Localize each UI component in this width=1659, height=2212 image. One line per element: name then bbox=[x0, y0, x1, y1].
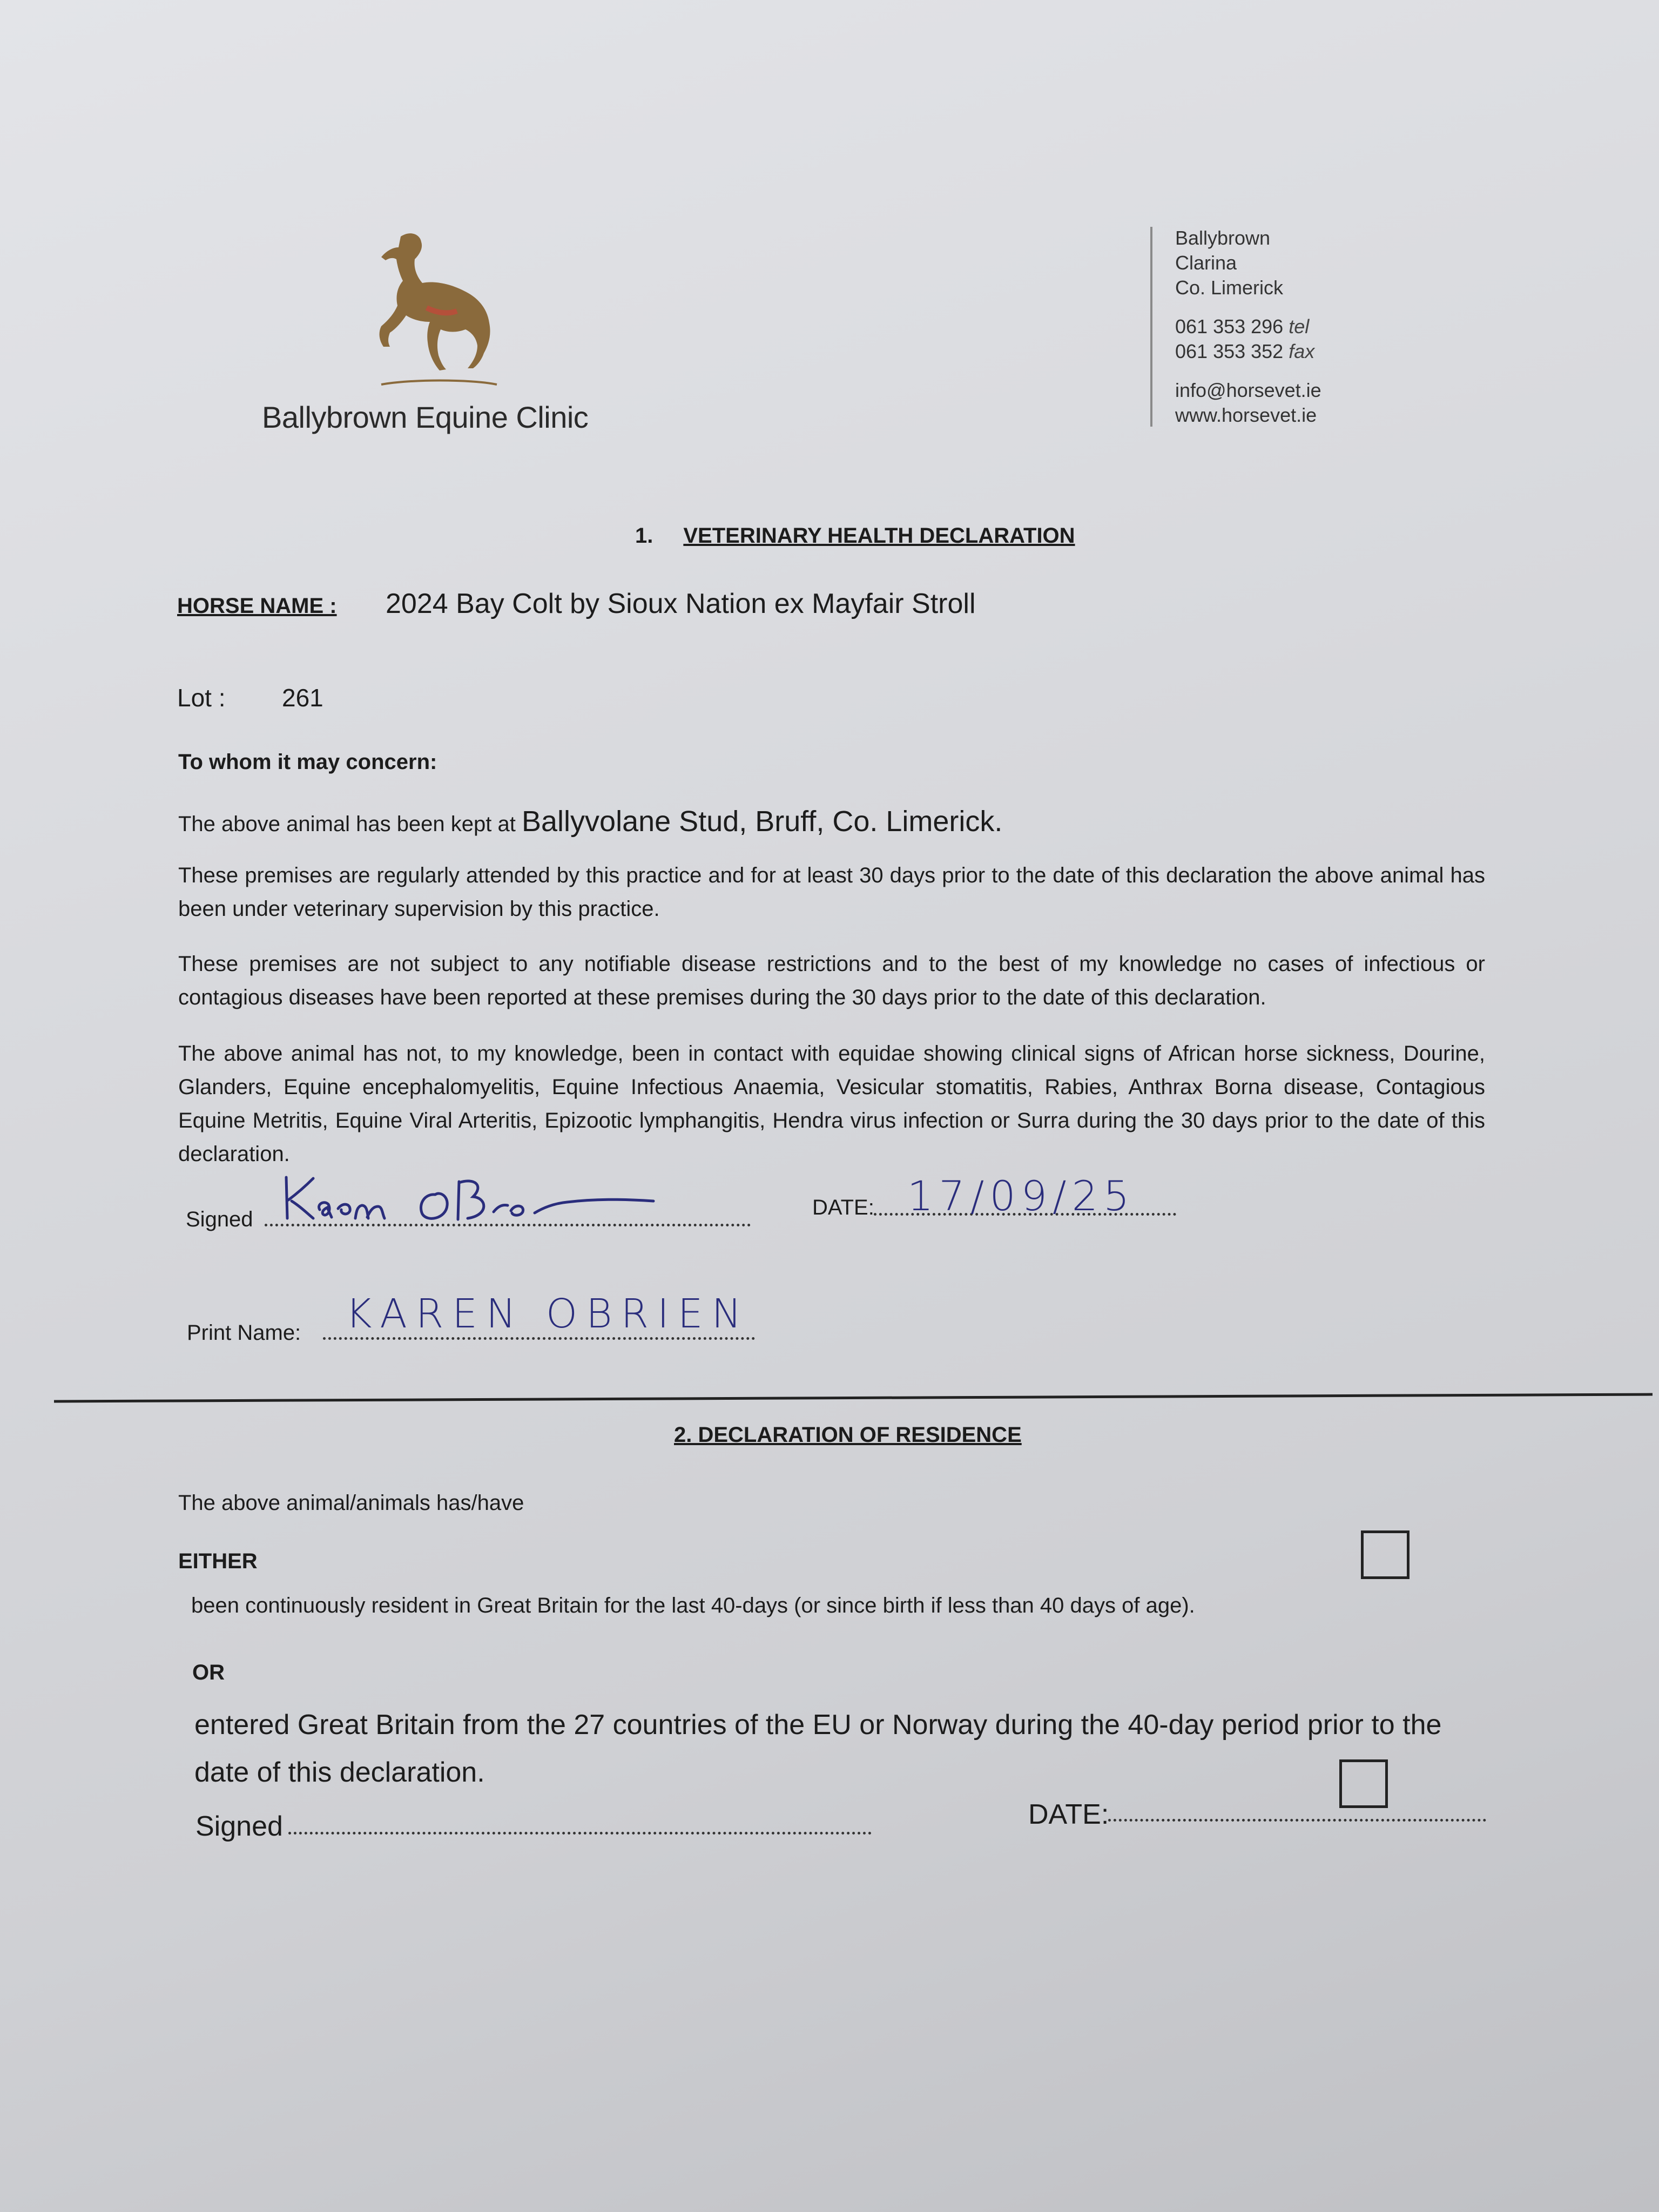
horse-name-label: HORSE NAME : bbox=[177, 594, 337, 618]
clinic-name: Ballybrown Equine Clinic bbox=[262, 400, 589, 434]
kept-at-statement bbox=[178, 805, 1485, 841]
tel-number: 061 353 296 bbox=[1175, 315, 1284, 338]
declaration-paragraph-premises: These premises are not subject to any notifiable disease restrictions and to the best of my knowledge no cases of infectious or contagious diseases have been reported at these premises during the 30 days prior to the date of this declaration. bbox=[178, 952, 1485, 1009]
clinic-address-line: Co. Limerick bbox=[1175, 276, 1284, 299]
declaration-paragraph-contact: The above animal has not, to my knowledge, been in contact with equidae showing clinical signs of African horse sickness, Dourine, Glanders, Equine encephalomyelitis, Equine Infectious Anaemia, Vesicular stomatitis, Rabies, Anthrax Borna disease, Contagious Equine Metritis, Equine Viral Arteritis, Epizootic lymphangitis, Hendra virus infection or Surra during the 30 days prior to the date of this declaration. bbox=[178, 1042, 1485, 1166]
signed-label: Signed bbox=[186, 1208, 253, 1231]
residence-intro: The above animal/animals has/have bbox=[178, 1491, 524, 1515]
clinic-fax bbox=[1175, 339, 1314, 364]
clinic-logo-horse bbox=[362, 227, 518, 389]
clinic-telephone bbox=[1175, 314, 1309, 339]
option1-checkbox[interactable] bbox=[1361, 1530, 1410, 1579]
lot-value: 261 bbox=[282, 684, 323, 712]
declaration-paragraph-supervision: These premises are regularly attended by this practice and for at least 30 days prior to the date of this declaration the above animal has been under veterinary supervision by this practice. bbox=[178, 864, 1485, 921]
residence-option1: been continuously resident in Great Britain for the last 40-days (or since birth if less than 40 days of age). bbox=[191, 1594, 1195, 1617]
residence-date-line[interactable] bbox=[1108, 1819, 1486, 1822]
clinic-address-line: Clarina bbox=[1175, 252, 1237, 274]
section1-heading bbox=[635, 524, 1075, 548]
kept-at-prefix: The above animal has been kept at bbox=[178, 812, 516, 836]
or-label: OR bbox=[192, 1661, 225, 1684]
residence-signature-line[interactable] bbox=[288, 1832, 872, 1835]
section-divider bbox=[54, 1393, 1653, 1403]
section2-heading: 2. DECLARATION OF RESIDENCE bbox=[674, 1423, 1022, 1447]
fax-number: 061 353 352 bbox=[1175, 340, 1284, 362]
section1-title: VETERINARY HEALTH DECLARATION bbox=[683, 524, 1075, 548]
signature[interactable] bbox=[275, 1166, 707, 1226]
lot-label: Lot : bbox=[177, 684, 226, 712]
print-name-label: Print Name: bbox=[187, 1321, 301, 1345]
date-handwritten[interactable]: 17/09/25 bbox=[907, 1172, 1135, 1220]
fax-label: fax bbox=[1289, 340, 1315, 362]
clinic-address-line: Ballybrown bbox=[1175, 227, 1271, 249]
residence-date-label: DATE: bbox=[1028, 1799, 1109, 1830]
address-divider bbox=[1150, 227, 1152, 427]
clinic-email: info@horsevet.ie bbox=[1175, 379, 1321, 401]
residence-option2: entered Great Britain from the 27 countries of the EU or Norway during the 40-day period prior to the date of this declaration. bbox=[194, 1709, 1442, 1788]
kept-at-place: Ballyvolane Stud, Bruff, Co. Limerick. bbox=[522, 805, 1003, 838]
either-label: EITHER bbox=[178, 1549, 258, 1573]
date-label: DATE: bbox=[812, 1196, 874, 1219]
print-name-line bbox=[323, 1337, 755, 1340]
salutation: To whom it may concern: bbox=[178, 750, 437, 774]
option2-checkbox[interactable] bbox=[1339, 1759, 1388, 1808]
print-name-handwritten[interactable]: KAREN OBRIEN bbox=[346, 1291, 750, 1337]
clinic-website: www.horsevet.ie bbox=[1175, 404, 1317, 426]
horse-name-value: 2024 Bay Colt by Sioux Nation ex Mayfair Stroll bbox=[386, 588, 976, 619]
residence-signed-label: Signed bbox=[195, 1811, 283, 1842]
tel-label: tel bbox=[1289, 315, 1310, 338]
section1-number: 1. bbox=[635, 524, 653, 548]
